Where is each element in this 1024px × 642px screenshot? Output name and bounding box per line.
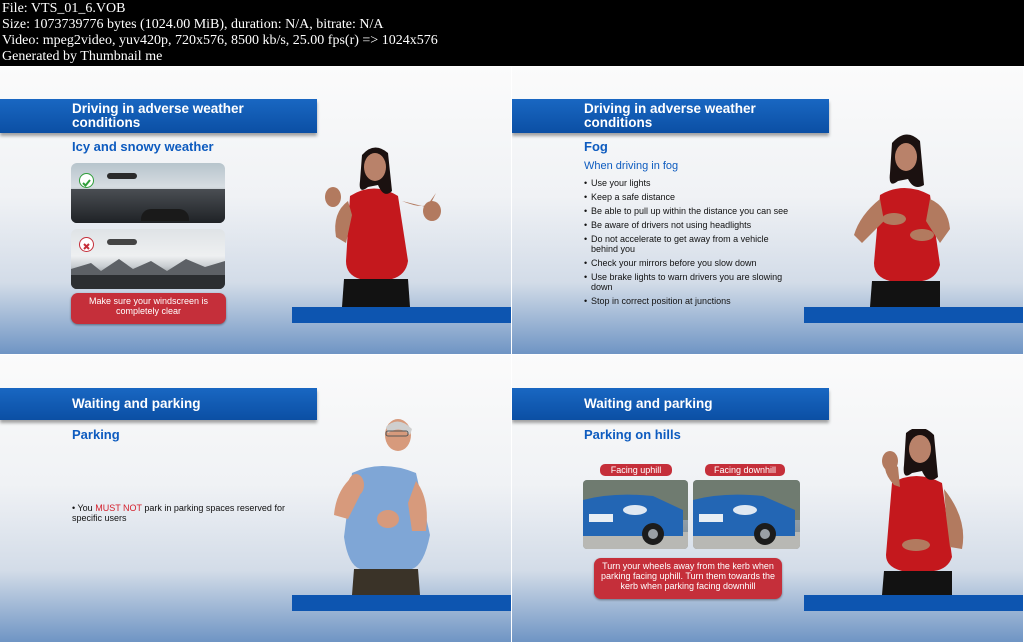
file-size-line: Size: 1073739776 bytes (1024.00 MiB), duration: N/A, bitrate: N/A — [2, 17, 384, 32]
thumbnail-panel-2[interactable] — [512, 67, 1023, 354]
generator-line: Generated by Thumbnail me — [2, 49, 163, 64]
slide-subtitle: Fog — [584, 139, 608, 154]
rule-emphasis: MUST NOT — [95, 503, 142, 513]
file-name-line: File: VTS_01_6.VOB — [2, 1, 126, 16]
title-bar — [0, 99, 317, 133]
presenter-figure — [850, 125, 974, 307]
rule-suffix: park in parking spaces reserved for specific users — [72, 503, 285, 523]
list-item: • Be aware of drivers not using headlights — [584, 220, 804, 230]
list-item: • Use brake lights to warn drivers you are slowing down — [584, 272, 806, 292]
thumbnail-panel-3[interactable] — [0, 355, 511, 642]
list-item: • Be able to pull up within the distance you can see — [584, 206, 804, 216]
presenter-figure — [860, 429, 984, 595]
title-line-1: Driving in adverse weather — [72, 101, 244, 116]
list-item: • Keep a safe distance — [584, 192, 804, 202]
title-line-2: conditions — [72, 115, 141, 130]
downhill-car-image — [693, 480, 800, 549]
windscreen-caption: Make sure your windscreen is completely clear — [71, 293, 226, 324]
fog-heading: When driving in fog — [584, 160, 679, 172]
slide-subtitle: Parking — [72, 427, 120, 442]
thumbnail-panel-1[interactable] — [0, 67, 511, 354]
bottom-stripe — [804, 595, 1023, 611]
title-bar — [512, 388, 829, 420]
title-bar — [512, 99, 829, 133]
list-item: • Check your mirrors before you slow down — [584, 258, 804, 268]
bottom-stripe — [292, 307, 511, 323]
fog-advice-list — [584, 178, 804, 306]
video-info-line: Video: mpeg2video, yuv420p, 720x576, 8500 kb/s, 25.00 fps(r) => 1024x576 — [2, 33, 438, 48]
frosted-windscreen-image — [71, 229, 225, 289]
slide-subtitle: Icy and snowy weather — [72, 139, 214, 154]
parking-rule — [72, 503, 294, 523]
presenter-figure — [322, 141, 446, 307]
uphill-car-image — [583, 480, 688, 549]
slide-title: Waiting and parking — [72, 396, 201, 411]
thumbnail-panel-4[interactable] — [512, 355, 1023, 642]
check-icon — [79, 173, 94, 188]
list-item: • Use your lights — [584, 178, 804, 188]
title-bar — [0, 388, 317, 420]
rule-prefix: You — [77, 503, 96, 513]
title-line-1: Driving in adverse weather — [584, 101, 756, 116]
title-line-2: conditions — [584, 115, 653, 130]
file-info-header — [0, 0, 1024, 66]
facing-downhill-label: Facing downhill — [705, 464, 785, 476]
bottom-stripe — [804, 307, 1023, 323]
bottom-stripe — [292, 595, 511, 611]
list-item: • Do not accelerate to get away from a vehicle behind you — [584, 234, 791, 254]
bullet-glyph: • — [72, 503, 78, 513]
facing-uphill-label: Facing uphill — [600, 464, 672, 476]
presenter-figure — [326, 415, 450, 595]
slide-subtitle: Parking on hills — [584, 427, 681, 442]
list-item: • Stop in correct position at junctions — [584, 296, 804, 306]
cross-icon — [79, 237, 94, 252]
hill-parking-caption: Turn your wheels away from the kerb when parking facing uphill. Turn them towards the kerb when parking facing downhill — [594, 558, 782, 599]
clear-windscreen-image — [71, 163, 225, 223]
slide-title: Waiting and parking — [584, 396, 713, 411]
